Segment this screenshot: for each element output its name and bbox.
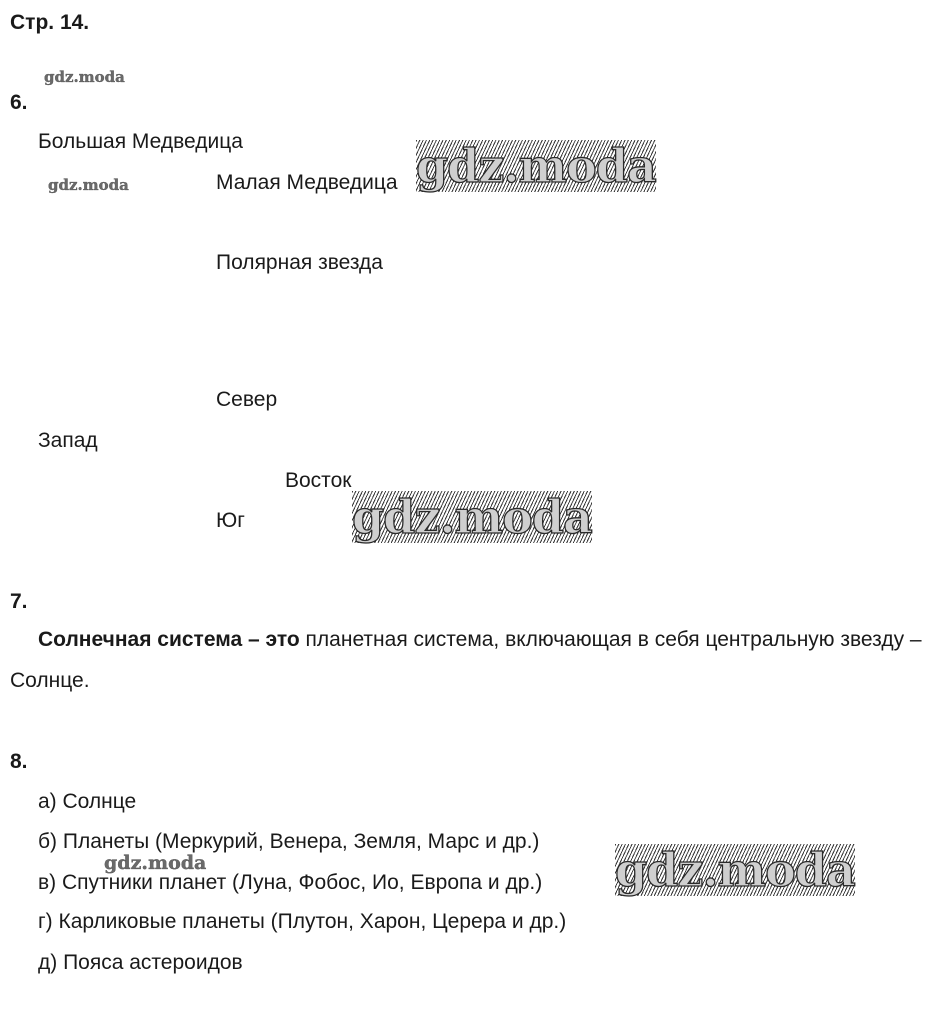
- list-item: б) Планеты (Меркурий, Венера, Земля, Марс и др.): [38, 830, 540, 853]
- label-little-dipper: Малая Медведица: [216, 171, 398, 194]
- watermark-logo: gdz.moda: [44, 68, 125, 86]
- label-polaris: Полярная звезда: [216, 251, 383, 274]
- task-6-number: 6.: [10, 91, 28, 114]
- label-north: Север: [216, 388, 278, 411]
- watermark-logo: gdz.moda: [416, 139, 656, 193]
- task-7-paragraph: [10, 619, 922, 701]
- task-7-term: Солнечная система – это: [38, 628, 300, 651]
- watermark-logo: gdz.moda: [615, 843, 855, 897]
- watermark-logo: gdz.moda: [48, 176, 129, 194]
- label-east: Восток: [285, 469, 352, 492]
- watermark-logo: gdz.moda: [352, 490, 592, 544]
- label-west: Запад: [38, 429, 98, 452]
- task-7-number: 7.: [10, 590, 28, 613]
- watermark-logo: gdz.moda: [104, 852, 207, 874]
- list-item: в) Спутники планет (Луна, Фобос, Ио, Европа и др.): [38, 871, 543, 894]
- list-item: г) Карликовые планеты (Плутон, Харон, Церера и др.): [38, 910, 567, 933]
- label-big-dipper: Большая Медведица: [38, 130, 243, 153]
- page-heading: Стр. 14.: [10, 11, 90, 34]
- label-south: Юг: [216, 509, 245, 532]
- task-7-definition: планетная система, включающая в себя центральную звезду – Солнце.: [10, 628, 922, 692]
- list-item: д) Пояса астероидов: [38, 951, 243, 974]
- list-item: а) Солнце: [38, 790, 137, 813]
- task-8-number: 8.: [10, 750, 28, 773]
